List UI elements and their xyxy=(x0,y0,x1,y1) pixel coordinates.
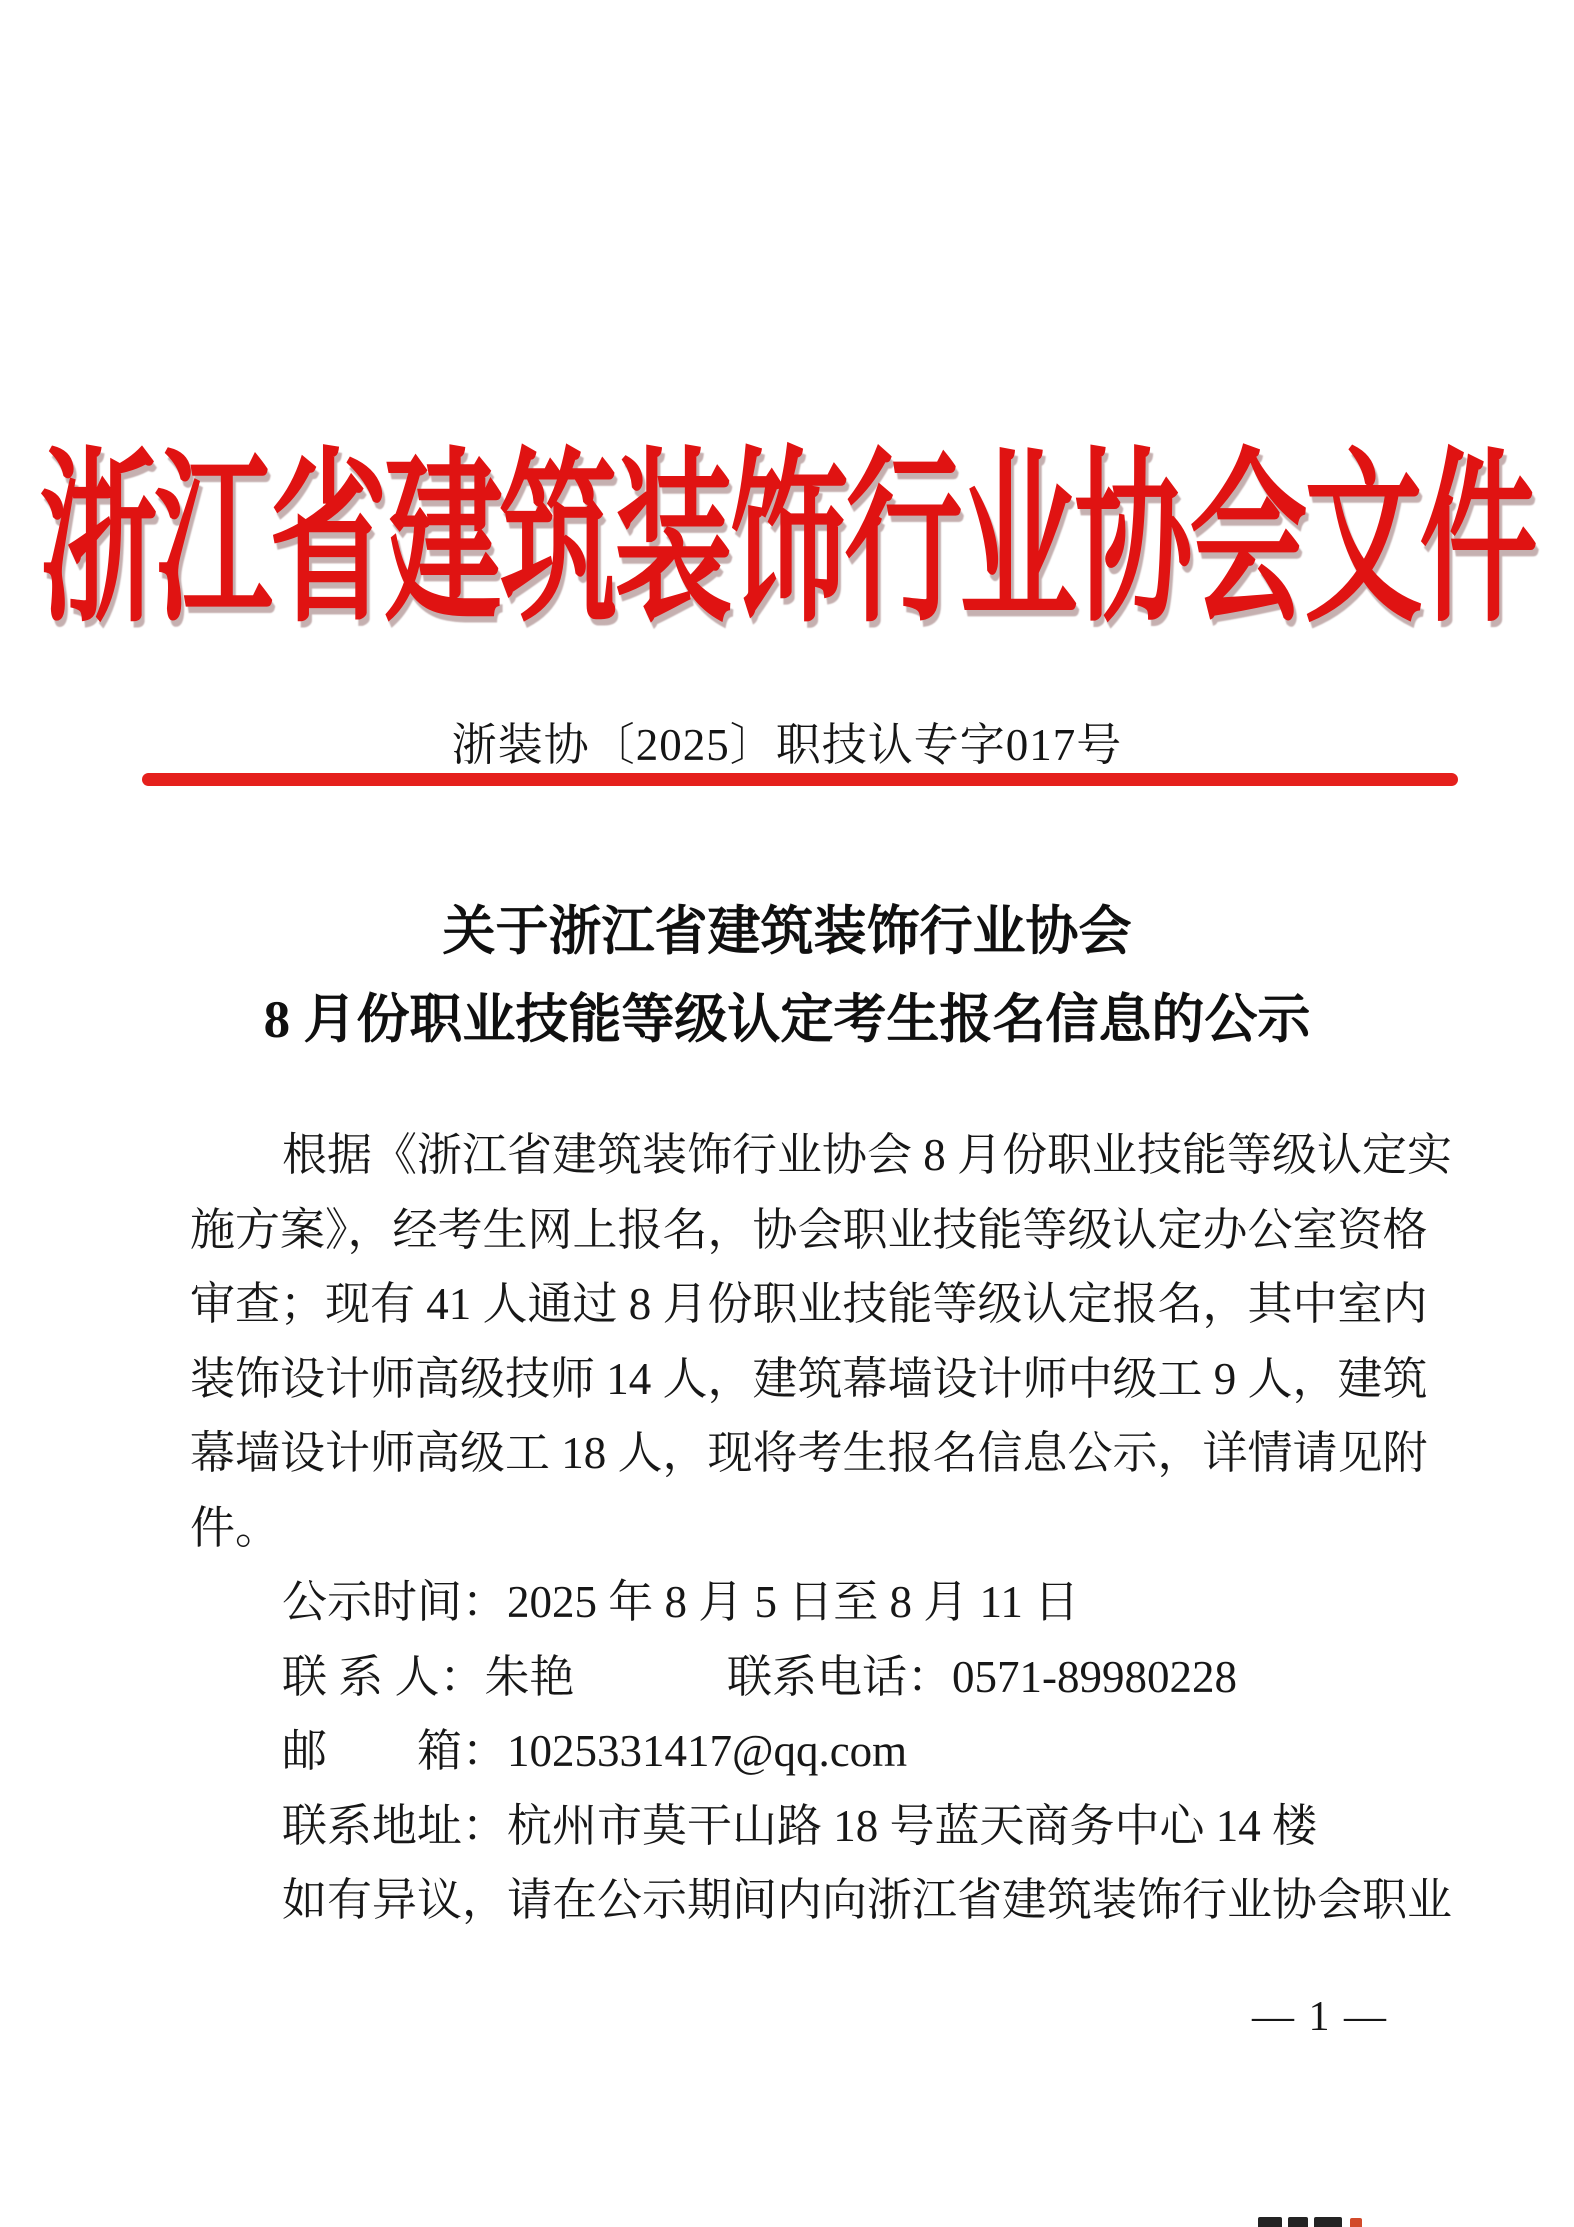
watermark-mark xyxy=(1314,2217,1342,2227)
contact-person-line xyxy=(190,1640,1405,1715)
page-number: — 1 — xyxy=(1252,1994,1388,2040)
address-line: 联系地址：杭州市莫干山路 18 号蓝天商务中心 14 楼 xyxy=(282,1800,1318,1851)
body-line: 幕墙设计师高级工 18 人，现将考生报名信息公示，详情请见附 xyxy=(190,1428,1428,1478)
body-line: 施方案》，经考生网上报名，协会职业技能等级认定办公室资格 xyxy=(190,1204,1428,1255)
body-line: 件。 xyxy=(190,1502,281,1553)
body-line: 装饰设计师高级技师 14 人，建筑幕墙设计师中级工 9 人，建筑 xyxy=(190,1353,1428,1404)
scanner-watermark-fragment xyxy=(1258,2217,1370,2227)
document-body xyxy=(190,1118,1453,1938)
document-number: 浙装协〔2025〕职技认专字017号 xyxy=(451,720,1123,770)
contact-person: 联 系 人：朱艳 xyxy=(282,1651,575,1702)
watermark-mark xyxy=(1288,2217,1308,2227)
publicity-time-line: 公示时间：2025 年 8 月 5 日至 8 月 11 日 xyxy=(282,1577,1080,1627)
red-divider-rule xyxy=(142,773,1458,786)
email-line: 邮 箱：1025331417@qq.com xyxy=(282,1726,908,1776)
watermark-mark xyxy=(1258,2217,1282,2227)
contact-phone: 联系电话：0571-89980228 xyxy=(727,1651,1237,1702)
announcement-title xyxy=(0,888,1574,1064)
objection-line: 如有异议，请在公示期间内向浙江省建筑装饰行业协会职业 xyxy=(282,1875,1453,1925)
watermark-red-mark xyxy=(1350,2218,1362,2227)
letterhead-banner xyxy=(0,408,1574,645)
announcement-title-line1: 关于浙江省建筑装饰行业协会 xyxy=(442,903,1132,961)
body-line: 根据《浙江省建筑装饰行业协会 8 月份职业技能等级认定实 xyxy=(282,1130,1453,1180)
announcement-title-line2: 8 月份职业技能等级认定考生报名信息的公示 xyxy=(263,991,1311,1049)
letterhead-title: 浙江省建筑装饰行业协会文件 xyxy=(39,437,1535,645)
body-line: 审查；现有 41 人通过 8 月份职业技能等级认定报名，其中室内 xyxy=(190,1279,1428,1329)
